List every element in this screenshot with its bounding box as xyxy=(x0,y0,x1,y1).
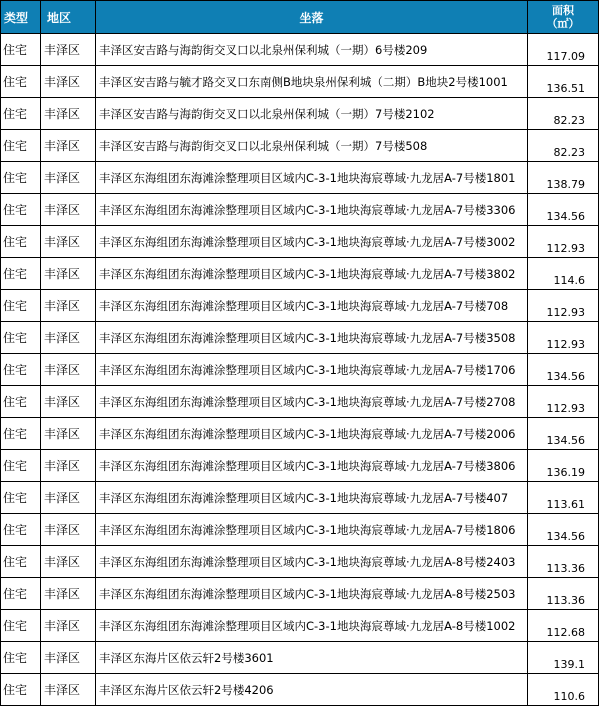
cell-district: 丰泽区 xyxy=(41,322,96,354)
table-row xyxy=(1,66,599,98)
cell-location: 丰泽区东海组团东海滩涂整理项目区域内C-3-1地块海宸尊域·九龙居A-7号楼407 xyxy=(96,482,528,514)
cell-area: 117.09 xyxy=(528,34,599,66)
cell-type: 住宅 xyxy=(1,162,41,194)
cell-type: 住宅 xyxy=(1,258,41,290)
cell-area: 82.23 xyxy=(528,98,599,130)
cell-location: 丰泽区东海片区依云轩2号楼4206 xyxy=(96,674,528,706)
table-row xyxy=(1,194,599,226)
cell-district: 丰泽区 xyxy=(41,514,96,546)
cell-area: 134.56 xyxy=(528,418,599,450)
cell-type: 住宅 xyxy=(1,642,41,674)
table-row xyxy=(1,98,599,130)
table-row xyxy=(1,258,599,290)
cell-area: 136.51 xyxy=(528,66,599,98)
cell-location: 丰泽区东海组团东海滩涂整理项目区域内C-3-1地块海宸尊域·九龙居A-7号楼3802 xyxy=(96,258,528,290)
cell-type: 住宅 xyxy=(1,450,41,482)
cell-location: 丰泽区东海组团东海滩涂整理项目区域内C-3-1地块海宸尊域·九龙居A-8号楼2503 xyxy=(96,578,528,610)
cell-district: 丰泽区 xyxy=(41,674,96,706)
cell-type: 住宅 xyxy=(1,194,41,226)
cell-location: 丰泽区东海组团东海滩涂整理项目区域内C-3-1地块海宸尊域·九龙居A-7号楼1706 xyxy=(96,354,528,386)
table-row xyxy=(1,482,599,514)
cell-type: 住宅 xyxy=(1,514,41,546)
table-row xyxy=(1,162,599,194)
column-header-area-label: 面积 xyxy=(552,4,574,17)
cell-type: 住宅 xyxy=(1,674,41,706)
cell-location: 丰泽区东海片区依云轩2号楼3601 xyxy=(96,642,528,674)
cell-district: 丰泽区 xyxy=(41,482,96,514)
cell-district: 丰泽区 xyxy=(41,34,96,66)
table-row xyxy=(1,386,599,418)
cell-location: 丰泽区东海组团东海滩涂整理项目区域内C-3-1地块海宸尊域·九龙居A-7号楼1801 xyxy=(96,162,528,194)
table-row xyxy=(1,610,599,642)
cell-district: 丰泽区 xyxy=(41,354,96,386)
cell-type: 住宅 xyxy=(1,290,41,322)
cell-district: 丰泽区 xyxy=(41,258,96,290)
cell-area: 112.68 xyxy=(528,610,599,642)
cell-location: 丰泽区安吉路与海韵街交叉口以北泉州保利城（一期）6号楼209 xyxy=(96,34,528,66)
cell-location: 丰泽区东海组团东海滩涂整理项目区域内C-3-1地块海宸尊域·九龙居A-7号楼708 xyxy=(96,290,528,322)
cell-area: 113.36 xyxy=(528,578,599,610)
cell-type: 住宅 xyxy=(1,386,41,418)
cell-area: 110.6 xyxy=(528,674,599,706)
cell-location: 丰泽区东海组团东海滩涂整理项目区域内C-3-1地块海宸尊域·九龙居A-7号楼1806 xyxy=(96,514,528,546)
cell-area: 138.79 xyxy=(528,162,599,194)
cell-location: 丰泽区东海组团东海滩涂整理项目区域内C-3-1地块海宸尊域·九龙居A-7号楼2708 xyxy=(96,386,528,418)
table-row xyxy=(1,290,599,322)
table-row xyxy=(1,450,599,482)
cell-location: 丰泽区安吉路与毓才路交叉口东南侧B地块泉州保利城（二期）B地块2号楼1001 xyxy=(96,66,528,98)
cell-location: 丰泽区东海组团东海滩涂整理项目区域内C-3-1地块海宸尊域·九龙居A-8号楼2403 xyxy=(96,546,528,578)
cell-area: 139.1 xyxy=(528,642,599,674)
column-header-district: 地区 xyxy=(41,1,96,34)
column-header-type: 类型 xyxy=(1,1,41,34)
cell-district: 丰泽区 xyxy=(41,450,96,482)
cell-area: 112.93 xyxy=(528,322,599,354)
cell-district: 丰泽区 xyxy=(41,130,96,162)
table-row xyxy=(1,226,599,258)
cell-area: 113.61 xyxy=(528,482,599,514)
cell-location: 丰泽区安吉路与海韵街交叉口以北泉州保利城（一期）7号楼508 xyxy=(96,130,528,162)
table-row xyxy=(1,354,599,386)
cell-area: 82.23 xyxy=(528,130,599,162)
cell-area: 112.93 xyxy=(528,226,599,258)
table-row xyxy=(1,322,599,354)
cell-area: 112.93 xyxy=(528,386,599,418)
cell-district: 丰泽区 xyxy=(41,98,96,130)
table-row xyxy=(1,642,599,674)
cell-district: 丰泽区 xyxy=(41,578,96,610)
cell-area: 134.56 xyxy=(528,514,599,546)
cell-type: 住宅 xyxy=(1,322,41,354)
table-row xyxy=(1,34,599,66)
cell-district: 丰泽区 xyxy=(41,546,96,578)
cell-type: 住宅 xyxy=(1,546,41,578)
cell-area: 134.56 xyxy=(528,194,599,226)
cell-district: 丰泽区 xyxy=(41,66,96,98)
cell-location: 丰泽区东海组团东海滩涂整理项目区域内C-3-1地块海宸尊域·九龙居A-8号楼1002 xyxy=(96,610,528,642)
cell-location: 丰泽区东海组团东海滩涂整理项目区域内C-3-1地块海宸尊域·九龙居A-7号楼3306 xyxy=(96,194,528,226)
cell-district: 丰泽区 xyxy=(41,386,96,418)
cell-type: 住宅 xyxy=(1,610,41,642)
column-header-area xyxy=(528,1,599,34)
cell-area: 112.93 xyxy=(528,290,599,322)
cell-area: 114.6 xyxy=(528,258,599,290)
cell-district: 丰泽区 xyxy=(41,162,96,194)
cell-type: 住宅 xyxy=(1,354,41,386)
cell-location: 丰泽区安吉路与海韵街交叉口以北泉州保利城（一期）7号楼2102 xyxy=(96,98,528,130)
cell-type: 住宅 xyxy=(1,418,41,450)
cell-district: 丰泽区 xyxy=(41,610,96,642)
cell-district: 丰泽区 xyxy=(41,290,96,322)
cell-type: 住宅 xyxy=(1,226,41,258)
table-row xyxy=(1,418,599,450)
cell-type: 住宅 xyxy=(1,578,41,610)
cell-area: 136.19 xyxy=(528,450,599,482)
table-header-row xyxy=(1,1,599,34)
cell-location: 丰泽区东海组团东海滩涂整理项目区域内C-3-1地块海宸尊域·九龙居A-7号楼2006 xyxy=(96,418,528,450)
cell-location: 丰泽区东海组团东海滩涂整理项目区域内C-3-1地块海宸尊域·九龙居A-7号楼3806 xyxy=(96,450,528,482)
cell-district: 丰泽区 xyxy=(41,226,96,258)
table-row xyxy=(1,130,599,162)
column-header-location: 坐落 xyxy=(96,1,528,34)
table-row xyxy=(1,578,599,610)
table-row xyxy=(1,546,599,578)
cell-area: 134.56 xyxy=(528,354,599,386)
cell-type: 住宅 xyxy=(1,130,41,162)
cell-location: 丰泽区东海组团东海滩涂整理项目区域内C-3-1地块海宸尊域·九龙居A-7号楼3508 xyxy=(96,322,528,354)
table-row xyxy=(1,674,599,706)
cell-type: 住宅 xyxy=(1,34,41,66)
cell-type: 住宅 xyxy=(1,66,41,98)
cell-type: 住宅 xyxy=(1,98,41,130)
table-row xyxy=(1,514,599,546)
cell-district: 丰泽区 xyxy=(41,418,96,450)
cell-location: 丰泽区东海组团东海滩涂整理项目区域内C-3-1地块海宸尊域·九龙居A-7号楼3002 xyxy=(96,226,528,258)
cell-district: 丰泽区 xyxy=(41,194,96,226)
cell-type: 住宅 xyxy=(1,482,41,514)
column-header-area-unit: （㎡） xyxy=(546,17,580,30)
cell-district: 丰泽区 xyxy=(41,642,96,674)
cell-area: 113.36 xyxy=(528,546,599,578)
